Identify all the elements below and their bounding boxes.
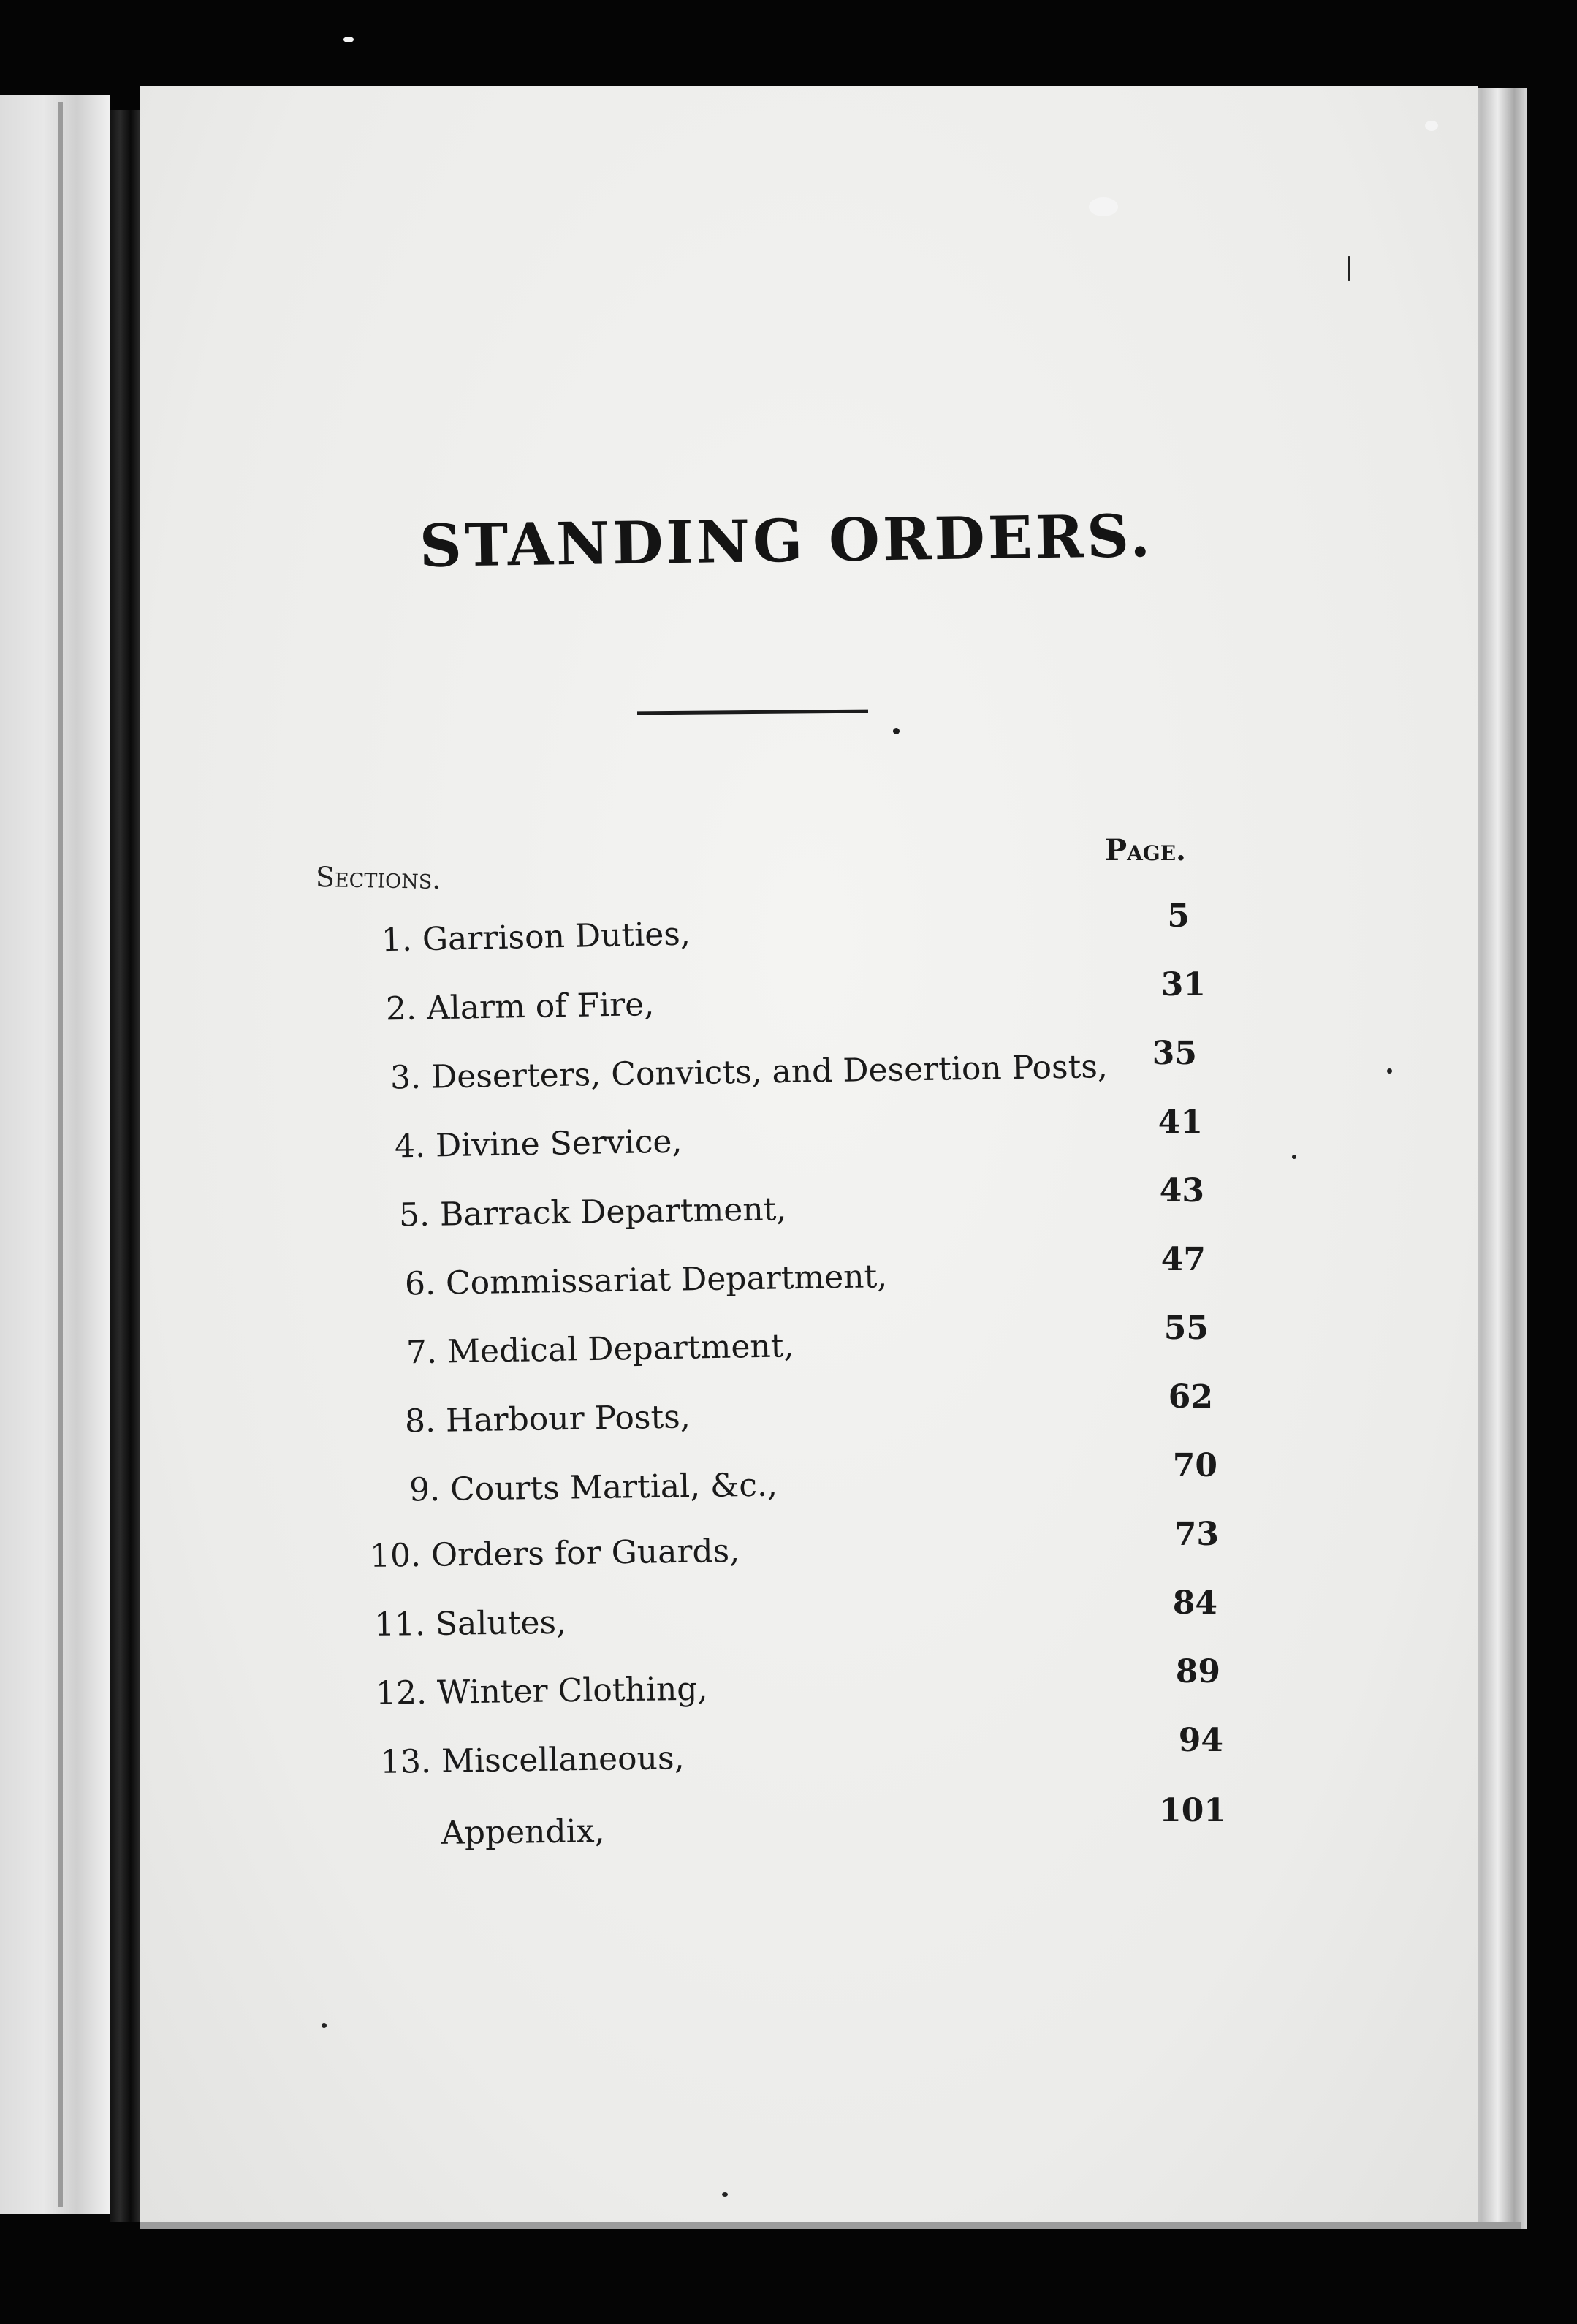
toc-entry-page: 41 — [1158, 1104, 1203, 1141]
toc-entry-page: 70 — [1172, 1447, 1217, 1484]
toc-entry — [376, 1739, 685, 1781]
dust-speck — [1425, 121, 1438, 131]
toc-entry-number: 4. — [394, 1127, 426, 1166]
toc-entry — [380, 1398, 691, 1440]
toc-entry-number: 5. — [398, 1196, 430, 1234]
toc-entry-number: 12. — [375, 1674, 428, 1712]
toc-entry-page: 5 — [1167, 897, 1190, 935]
toc-entry-page: 101 — [1159, 1792, 1226, 1829]
dust-speck — [1089, 197, 1118, 216]
toc-entry-page: 43 — [1159, 1172, 1204, 1210]
page-column-heading: Page. — [1105, 833, 1186, 867]
toc-entry-number: 11. — [373, 1606, 426, 1644]
toc-entry-label: Appendix, — [441, 1812, 605, 1852]
toc-entry-number: 2. — [385, 990, 417, 1028]
toc-entry-number — [376, 1844, 431, 1845]
toc-entry-label: Medical Department, — [446, 1327, 794, 1371]
toc-entry-label: Deserters, Convicts, and Desertion Posts, — [430, 1048, 1109, 1096]
toc-entry-label: Miscellaneous, — [441, 1739, 685, 1780]
toc-entry-number: 6. — [404, 1264, 436, 1303]
toc-entry-label: Garrison Duties, — [422, 915, 691, 959]
adjacent-page — [0, 95, 110, 2214]
toc-entry — [384, 1466, 778, 1509]
toc-entry-page: 35 — [1152, 1035, 1197, 1072]
toc-entry-page: 94 — [1178, 1722, 1223, 1759]
book-gutter — [110, 110, 145, 2222]
dust-speck — [1292, 1155, 1296, 1159]
toc-entry-page: 89 — [1175, 1653, 1220, 1690]
toc-entry-label: Commissariat Department, — [445, 1258, 888, 1302]
toc-entry — [370, 1123, 683, 1166]
dust-speck — [1387, 1068, 1392, 1074]
book-page — [140, 86, 1478, 2224]
toc-entry-page: 55 — [1163, 1310, 1209, 1347]
toc-entry — [370, 1604, 567, 1644]
toc-entry-page: 73 — [1174, 1516, 1219, 1553]
toc-entry-label: Winter Clothing, — [436, 1670, 708, 1712]
adjacent-page-edge — [58, 102, 63, 2207]
toc-entry-label: Salutes, — [435, 1603, 567, 1643]
toc-entry-number: 13. — [379, 1742, 432, 1781]
dust-speck — [343, 37, 354, 42]
toc-entry — [374, 1191, 787, 1234]
page-title: STANDING ORDERS. — [419, 501, 1154, 580]
rule-dot — [893, 728, 900, 734]
toc-entry-page: 47 — [1160, 1241, 1206, 1278]
dust-speck — [322, 2023, 327, 2028]
toc-entry-number: 10. — [369, 1536, 422, 1575]
toc-entry-label: Courts Martial, &c., — [449, 1466, 778, 1508]
toc-entry-label: Harbour Posts, — [445, 1398, 691, 1440]
toc-entry-number: 8. — [404, 1402, 436, 1440]
toc-entry-label: Alarm of Fire, — [426, 986, 655, 1028]
toc-entry-number: 7. — [406, 1333, 438, 1372]
toc-entry-label: Divine Service, — [435, 1123, 683, 1165]
toc-entry-label: Orders for Guards, — [430, 1532, 740, 1574]
toc-entry — [381, 1327, 794, 1372]
toc-entry-page: 31 — [1160, 966, 1206, 1003]
toc-entry — [361, 986, 655, 1028]
page-bottom-edge — [140, 2222, 1521, 2229]
toc-entry — [376, 1812, 605, 1853]
toc-entry — [356, 915, 691, 960]
dust-speck — [722, 2192, 728, 2197]
toc-entry-page: 62 — [1168, 1378, 1213, 1416]
toc-entry — [371, 1671, 708, 1712]
toc-entry — [380, 1258, 888, 1303]
toc-entry-page: 84 — [1172, 1584, 1217, 1622]
toc-entry-number: 9. — [408, 1470, 441, 1509]
toc-entry-label: Barrack Department, — [439, 1191, 787, 1234]
toc-entry-number: 3. — [390, 1058, 422, 1097]
toc-entry — [365, 1533, 740, 1575]
toc-entry-number: 1. — [381, 921, 413, 960]
sections-heading: Sections. — [315, 861, 441, 895]
dust-speck — [1348, 256, 1350, 281]
